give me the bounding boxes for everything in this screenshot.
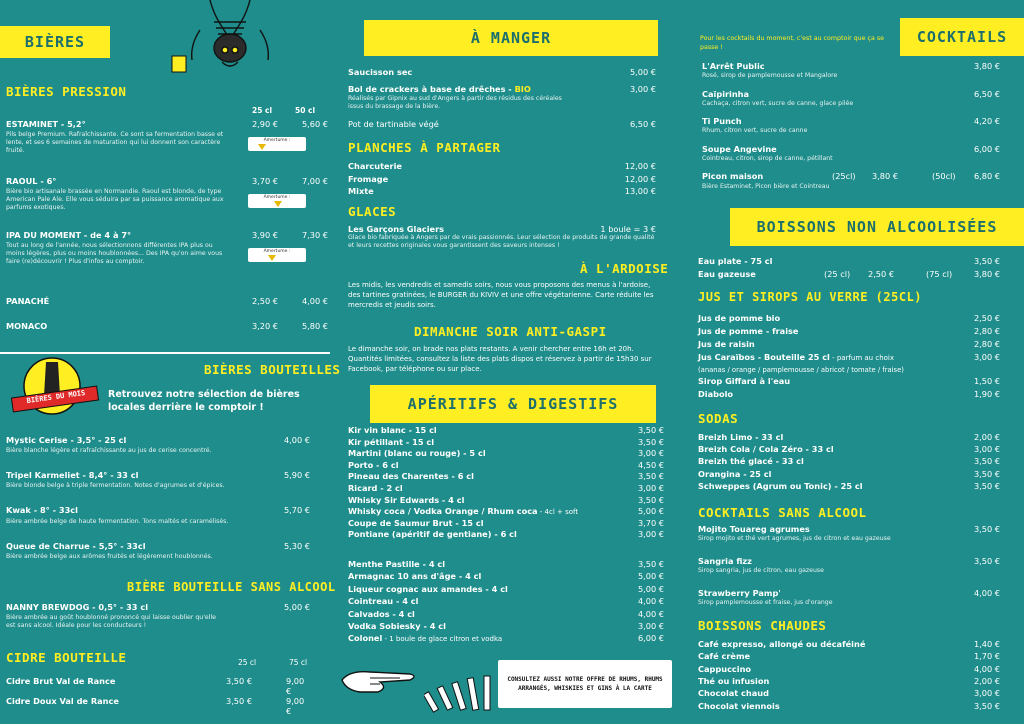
item-name: Cappuccino bbox=[698, 663, 752, 674]
item-price: 3,50 € bbox=[973, 456, 1000, 467]
item-name: Jus de raisin bbox=[698, 339, 755, 349]
price-50: 5,60 € bbox=[301, 119, 328, 129]
item-price: 5,00 € bbox=[637, 506, 664, 517]
cidre-row: Cidre Doux Val de Rance 3,50 € 9,00 € bbox=[6, 696, 305, 716]
pression-row: IPA DU MOMENT - de 4 à 7° 3,90 € 7,30 € bbox=[6, 230, 328, 240]
bieres-title: BIÈRES bbox=[24, 33, 86, 51]
soda-row bbox=[698, 456, 1000, 466]
soda-row bbox=[698, 481, 1000, 491]
cidre-row: Cidre Brut Val de Rance 3,50 € 9,00 € bbox=[6, 676, 305, 696]
item-name: Soupe Angevine bbox=[702, 143, 777, 154]
item-name: Café expresso, allongé ou décaféiné bbox=[698, 639, 866, 649]
bouteille-desc: Bière blonde belge à triple fermentation. Notes d'agrumes et d'épices. bbox=[6, 482, 225, 489]
ardoise-text: Les midis, les vendredis et samedis soirs, nous vous proposons des menus à l'ardoise, des tartines gratinées, le BURGER du KIVIV et une offre végétarienne. Carte réduite les mercredis et jeudis soirs. bbox=[348, 281, 654, 309]
jus-title: JUS ET SIROPS AU VERRE (25CL) bbox=[698, 290, 923, 304]
sans-alcool-title: BIÈRE BOUTEILLE SANS ALCOOL bbox=[127, 580, 336, 594]
item-price: 6,50 € bbox=[973, 88, 1000, 99]
item-price: 3,50 € bbox=[637, 471, 664, 482]
caraibos-note: (ananas / orange / pamplemousse / abricot / tomate / fraise) bbox=[698, 366, 904, 374]
item-price: 3,00 € bbox=[637, 529, 664, 540]
pression-desc: Bière bio artisanale brassée en Normandie. Raoul est blonde, de type American Pale Ale. Elle vous séduira par sa puissance aromatique aux parfums exotiques. bbox=[6, 188, 224, 211]
item-name: Breizh Cola / Cola Zéro - 33 cl bbox=[698, 444, 834, 455]
item-name: Mojito Touareg agrumes bbox=[698, 524, 810, 534]
bouteilles-promo: Retrouvez notre sélection de bières locales derrière le comptoir ! bbox=[108, 389, 300, 413]
bieres-pression-title: BIÈRES PRESSION bbox=[6, 84, 127, 99]
digestif-row bbox=[348, 596, 664, 606]
item-price: 5,00 € bbox=[637, 583, 664, 594]
item-price: 3,00 € bbox=[637, 621, 664, 631]
item-price: 3,50 € bbox=[973, 480, 1000, 491]
planches-title: PLANCHES À PARTAGER bbox=[348, 140, 501, 155]
item-name: Chocolat viennois bbox=[698, 700, 780, 711]
item-price: 6,00 € bbox=[973, 143, 1000, 154]
item-name: Ti Punch bbox=[702, 116, 742, 126]
item-price: 3,50 € bbox=[637, 494, 664, 505]
item-extra: - parfum au choix bbox=[829, 354, 894, 362]
digestif-row bbox=[348, 633, 664, 643]
item-price: 3,00 € bbox=[973, 688, 1000, 699]
glaces-row: Les Garçons Glaciers 1 boule = 3 € bbox=[348, 224, 656, 234]
item-price: 5,00 € bbox=[637, 571, 664, 582]
cidre-col-25: 25 cl bbox=[238, 658, 257, 667]
item-name: L'Arrêt Public bbox=[702, 61, 765, 71]
item-name: Pineau des Charentes - 6 cl bbox=[348, 471, 474, 482]
cidre-title: CIDRE BOUTEILLE bbox=[6, 650, 127, 665]
aperitif-row bbox=[348, 471, 664, 481]
pression-row: MONACO 3,20 € 5,80 € bbox=[6, 321, 328, 331]
item-price: 4,20 € bbox=[973, 116, 1000, 126]
cocktail-row bbox=[702, 144, 1000, 154]
pression-desc: Tout au long de l'année, nous sélectionnons différentes IPA plus ou moins légères, plus ou moins houblonnées... Des IPA qu'on aime vous faire (re)découvrir ! Plus d'infos au comptoir. bbox=[6, 242, 223, 265]
item-extra: - 4cl + soft bbox=[537, 508, 579, 517]
glaces-title: GLACES bbox=[348, 204, 397, 219]
item-price: 4,00 € bbox=[637, 608, 664, 619]
bouteille-desc: Bière blanche légère et rafraîchissante au jus de cerise concentré. bbox=[6, 447, 212, 454]
item-name: Strawberry Pamp' bbox=[698, 588, 781, 598]
item-name: Coupe de Saumur Brut - 15 cl bbox=[348, 517, 484, 528]
item-price: 3,00 € bbox=[637, 448, 664, 459]
item-desc: Rhum, citron vert, sucre de canne bbox=[702, 127, 808, 134]
bouteille-row: Queue de Charrue - 5,5° - 33cl 5,30 € bbox=[6, 541, 310, 551]
aperitif-row bbox=[348, 495, 664, 505]
digestif-row bbox=[348, 609, 664, 619]
bouteille-desc: Bière ambrée belge aux arômes fruités et légèrement houblonnés. bbox=[6, 553, 213, 560]
aperitif-row bbox=[348, 518, 664, 528]
item-name: Sirop Giffard à l'eau bbox=[698, 376, 791, 386]
item-price: 3,00 € bbox=[637, 483, 664, 493]
price-25: 3,90 € bbox=[251, 230, 278, 240]
item-desc: Cointreau, citron, sirop de canne, pétillant bbox=[702, 154, 833, 162]
item-price: 3,50 € bbox=[973, 556, 1000, 566]
picon-desc: Bière Estaminet, Picon bière et Cointreau bbox=[702, 183, 830, 190]
item-extra: - 1 boule de glace citron et vodka bbox=[382, 635, 503, 644]
planche-row: Mixte 13,00 € bbox=[348, 186, 656, 196]
hanging-monkey-illustration bbox=[170, 0, 290, 80]
bio-tag: BIO bbox=[514, 84, 531, 94]
digestif-row bbox=[348, 571, 664, 581]
manger-desc: Réalisés par Gipnix au sud d'Angers à partir des résidus des céréales issus du brassage de la bière. bbox=[348, 95, 562, 110]
item-price: 4,50 € bbox=[637, 459, 664, 470]
aperitif-row bbox=[348, 460, 664, 470]
item-price: 2,50 € bbox=[973, 313, 1000, 323]
col-25cl: 25 cl bbox=[252, 106, 273, 115]
col-50cl: 50 cl bbox=[295, 106, 316, 115]
item-price: 3,70 € bbox=[637, 517, 664, 528]
aperitif-row bbox=[348, 425, 664, 435]
chaudes-title: BOISSONS CHAUDES bbox=[698, 618, 827, 633]
item-name: Colonel - 1 boule de glace citron et vodka bbox=[348, 633, 503, 644]
dimanche-title: DIMANCHE SOIR ANTI-GASPI bbox=[414, 324, 607, 339]
item-price: 1,40 € bbox=[973, 639, 1000, 649]
item-name: Thé ou infusion bbox=[698, 675, 770, 686]
bouteille-row: Mystic Cerise - 3,5° - 25 cl 4,00 € bbox=[6, 435, 310, 445]
sirop-row bbox=[698, 376, 1000, 386]
soda-row bbox=[698, 432, 1000, 442]
jus-row bbox=[698, 313, 1000, 323]
ardoise-title: À L'ARDOISE bbox=[580, 261, 669, 276]
item-desc: Cachaça, citron vert, sucre de canne, glace pilée bbox=[702, 99, 854, 107]
soda-row bbox=[698, 469, 1000, 479]
eau-row: Eau plate - 75 cl 3,50 € bbox=[698, 256, 1000, 266]
cidre-col-75: 75 cl bbox=[289, 658, 308, 667]
boisson-chaude-row bbox=[698, 688, 1000, 698]
item-name: Jus de pomme bio bbox=[698, 313, 781, 323]
pression-row: PANACHÉ 2,50 € 4,00 € bbox=[6, 296, 328, 306]
item-desc: Sirop pamplemousse et fraise, jus d'orange bbox=[698, 599, 833, 606]
boisson-chaude-row bbox=[698, 676, 1000, 686]
price-25: 3,20 € bbox=[251, 321, 278, 331]
item-name: Porto - 6 cl bbox=[348, 459, 399, 470]
jus-row bbox=[698, 326, 1000, 336]
price-50: 7,30 € bbox=[301, 230, 328, 240]
cocktails-banner: COCKTAILS bbox=[900, 18, 1024, 56]
bouteille-desc: Bière ambrée belge de haute fermentation. Tons maltés et caramélisés. bbox=[6, 518, 229, 525]
pression-row: RAOUL - 6° 3,70 € 7,00 € bbox=[6, 176, 328, 186]
item-name: Menthe Pastille - 4 cl bbox=[348, 559, 446, 569]
boisson-chaude-row bbox=[698, 664, 1000, 674]
dimanche-text: Le dimanche soir, on brade nos plats restants. A venir chercher entre 16h et 20h. Quantités limitées, consultez la liste des plats dispos et réservez à partir de 15h30 sur Facebook, par téléphone ou sur place. bbox=[348, 345, 652, 373]
item-name: Armagnac 10 ans d'âge - 4 cl bbox=[348, 571, 482, 582]
cocktails-sans-title: COCKTAILS SANS ALCOOL bbox=[698, 505, 867, 520]
sirop-row bbox=[698, 389, 1000, 399]
beer-of-the-month-badge bbox=[10, 356, 100, 416]
item-price: 3,00 € bbox=[973, 444, 1000, 455]
spirits-note: CONSULTEZ AUSSI NOTRE OFFRE DE RHUMS, RHUMS ARRANGÉS, WHISKIES ET GINS À LA CARTE bbox=[498, 660, 672, 708]
cocktail-sans-row bbox=[698, 556, 1000, 566]
bouteille-row: Kwak - 8° - 33cl 5,70 € bbox=[6, 505, 310, 515]
item-name: Caïpirinha bbox=[702, 88, 750, 99]
cocktail-row bbox=[702, 61, 1000, 71]
item-name: Café crème bbox=[698, 651, 751, 662]
digestif-row bbox=[348, 621, 664, 631]
item-name: Whisky coca / Vodka Orange / Rhum coca - 4cl + soft bbox=[348, 506, 579, 517]
item-name: Ricard - 2 cl bbox=[348, 483, 403, 493]
item-desc: Sirop sangria, jus de citron, eau gazeuse bbox=[698, 567, 824, 574]
glaces-desc: Glace bio fabriquée à Angers par de vrais passionnés. Leur sélection de produits de grande qualité et leurs recettes originales vous garantissent des saveurs intenses ! bbox=[348, 234, 655, 249]
boisson-chaude-row bbox=[698, 651, 1000, 661]
amertume-gauge: Amertume : bbox=[248, 248, 306, 262]
digestif-row bbox=[348, 584, 664, 594]
item-price: 3,50 € bbox=[637, 559, 664, 569]
white-stripe bbox=[0, 352, 330, 354]
item-price: 4,00 € bbox=[637, 596, 664, 607]
cocktail-row bbox=[702, 116, 1000, 126]
item-name: Jus Caraïbos - Bouteille 25 cl - parfum au choix bbox=[698, 352, 894, 362]
amertume-gauge: Amertume : bbox=[248, 194, 306, 208]
manger-row: Saucisson sec 5,00 € bbox=[348, 67, 656, 77]
jus-row bbox=[698, 339, 1000, 349]
item-name: Martini (blanc ou rouge) - 5 cl bbox=[348, 448, 486, 459]
planche-row: Fromage 12,00 € bbox=[348, 174, 656, 184]
eau-row: Eau gazeuse (25 cl) 2,50 € (75 cl) 3,80 € bbox=[698, 269, 1000, 279]
aperitif-row bbox=[348, 529, 664, 539]
item-price: 4,00 € bbox=[973, 663, 1000, 674]
aperitif-row bbox=[348, 506, 664, 516]
item-desc: Rosé, sirop de pamplemousse et Mangalore bbox=[702, 72, 838, 79]
item-price: 1,70 € bbox=[973, 651, 1000, 662]
aperitif-row bbox=[348, 437, 664, 447]
bieres-banner bbox=[0, 26, 110, 58]
sodas-title: SODAS bbox=[698, 411, 739, 426]
item-price: 3,00 € bbox=[973, 352, 1000, 362]
item-price: 3,50 € bbox=[973, 468, 1000, 479]
item-price: 1,90 € bbox=[973, 389, 1000, 399]
item-name: Orangina - 25 cl bbox=[698, 468, 772, 479]
item-price: 2,00 € bbox=[973, 675, 1000, 686]
cocktail-sans-row bbox=[698, 588, 1000, 598]
item-price: 3,80 € bbox=[973, 61, 1000, 71]
item-name: Calvados - 4 cl bbox=[348, 608, 415, 619]
item-price: 2,80 € bbox=[973, 326, 1000, 336]
aperitif-row bbox=[348, 483, 664, 493]
price-25: 2,90 € bbox=[251, 119, 278, 129]
cocktail-sans-row bbox=[698, 524, 1000, 534]
item-price: 3,50 € bbox=[973, 524, 1000, 534]
item-price: 3,50 € bbox=[637, 436, 664, 447]
aperitif-row bbox=[348, 448, 664, 458]
manger-row: Bol de crackers à base de drêches - BIO 3,00 € bbox=[348, 84, 656, 94]
sans-alcool-row: NANNY BREWDOG - 0,5° - 33 cl 5,00 € bbox=[6, 602, 310, 612]
item-price: 3,50 € bbox=[973, 700, 1000, 711]
item-name: Schweppes (Agrum ou Tonic) - 25 cl bbox=[698, 480, 863, 491]
price-50: 5,80 € bbox=[301, 321, 328, 331]
bieres-bouteilles-title: BIÈRES BOUTEILLES bbox=[204, 362, 341, 377]
item-price: 4,00 € bbox=[973, 588, 1000, 598]
item-name: Jus de pomme - fraise bbox=[698, 326, 799, 336]
soda-row bbox=[698, 444, 1000, 454]
price-25: 2,50 € bbox=[251, 296, 278, 306]
item-name: Vodka Sobiesky - 4 cl bbox=[348, 621, 446, 631]
pointing-hand-icon bbox=[340, 660, 430, 700]
nonalc-banner: BOISSONS NON ALCOOLISÉES bbox=[730, 208, 1024, 246]
cocktail-row bbox=[702, 89, 1000, 99]
item-price: 3,50 € bbox=[637, 425, 664, 435]
manger-banner: À MANGER bbox=[364, 20, 658, 56]
item-name: Sangria fizz bbox=[698, 556, 752, 566]
jus-row bbox=[698, 352, 1000, 362]
pression-desc: Pils belge Premium. Rafraîchissante. Ce sont sa fermentation basse et lente, et ses 6 semaines de maturation qui lui donnent son caractère fruité. bbox=[6, 131, 224, 154]
item-name: Chocolat chaud bbox=[698, 688, 769, 699]
item-price: 6,00 € bbox=[637, 633, 664, 644]
planche-row: Charcuterie 12,00 € bbox=[348, 161, 656, 171]
boisson-chaude-row bbox=[698, 701, 1000, 711]
item-price: 2,00 € bbox=[973, 432, 1000, 442]
bouteille-row: Tripel Karmeliet - 8,4° - 33 cl 5,90 € bbox=[6, 470, 310, 480]
item-name: Breizh thé glacé - 33 cl bbox=[698, 456, 804, 467]
item-name: Kir vin blanc - 15 cl bbox=[348, 425, 437, 435]
item-price: 2,80 € bbox=[973, 339, 1000, 349]
item-name: Diabolo bbox=[698, 389, 734, 399]
item-name: Liqueur cognac aux amandes - 4 cl bbox=[348, 583, 508, 594]
item-name: Cointreau - 4 cl bbox=[348, 596, 419, 607]
pression-row: ESTAMINET - 5,2° 2,90 € 5,60 € bbox=[6, 119, 328, 129]
price-25: 3,70 € bbox=[251, 176, 278, 186]
dominoes-icon bbox=[424, 672, 494, 714]
item-price: 1,50 € bbox=[973, 376, 1000, 386]
price-50: 7,00 € bbox=[301, 176, 328, 186]
price-50: 4,00 € bbox=[301, 296, 328, 306]
amertume-gauge: Amertume : bbox=[248, 137, 306, 151]
item-name: Whisky Sir Edwards - 4 cl bbox=[348, 494, 465, 505]
picon-row: Picon maison (25cl) 3,80 € (50cl) 6,80 € bbox=[702, 171, 1000, 181]
digestif-row bbox=[348, 559, 664, 569]
sans-alcool-desc: Bière ambrée au goût houblonné prononcé qui laisse oublier qu'elle est sans alcool. Idéale pour les conducteurs ! bbox=[6, 614, 216, 629]
badge-label: BIÈRES DU MOIS bbox=[26, 388, 86, 406]
cocktails-intro: Pour les cocktails du moment, c'est au comptoir que ça se passe ! bbox=[700, 35, 885, 51]
manger-row: Pot de tartinable végé 6,50 € bbox=[348, 119, 656, 129]
item-desc: Sirop mojito et thé vert agrumes, jus de citron et eau gazeuse bbox=[698, 535, 891, 542]
item-name: Kir pétillant - 15 cl bbox=[348, 436, 435, 447]
boisson-chaude-row bbox=[698, 639, 1000, 649]
aperitifs-banner: APÉRITIFS & DIGESTIFS bbox=[370, 385, 656, 423]
item-name: Pontiane (apéritif de gentiane) - 6 cl bbox=[348, 529, 517, 540]
item-name: Breizh Limo - 33 cl bbox=[698, 432, 784, 442]
